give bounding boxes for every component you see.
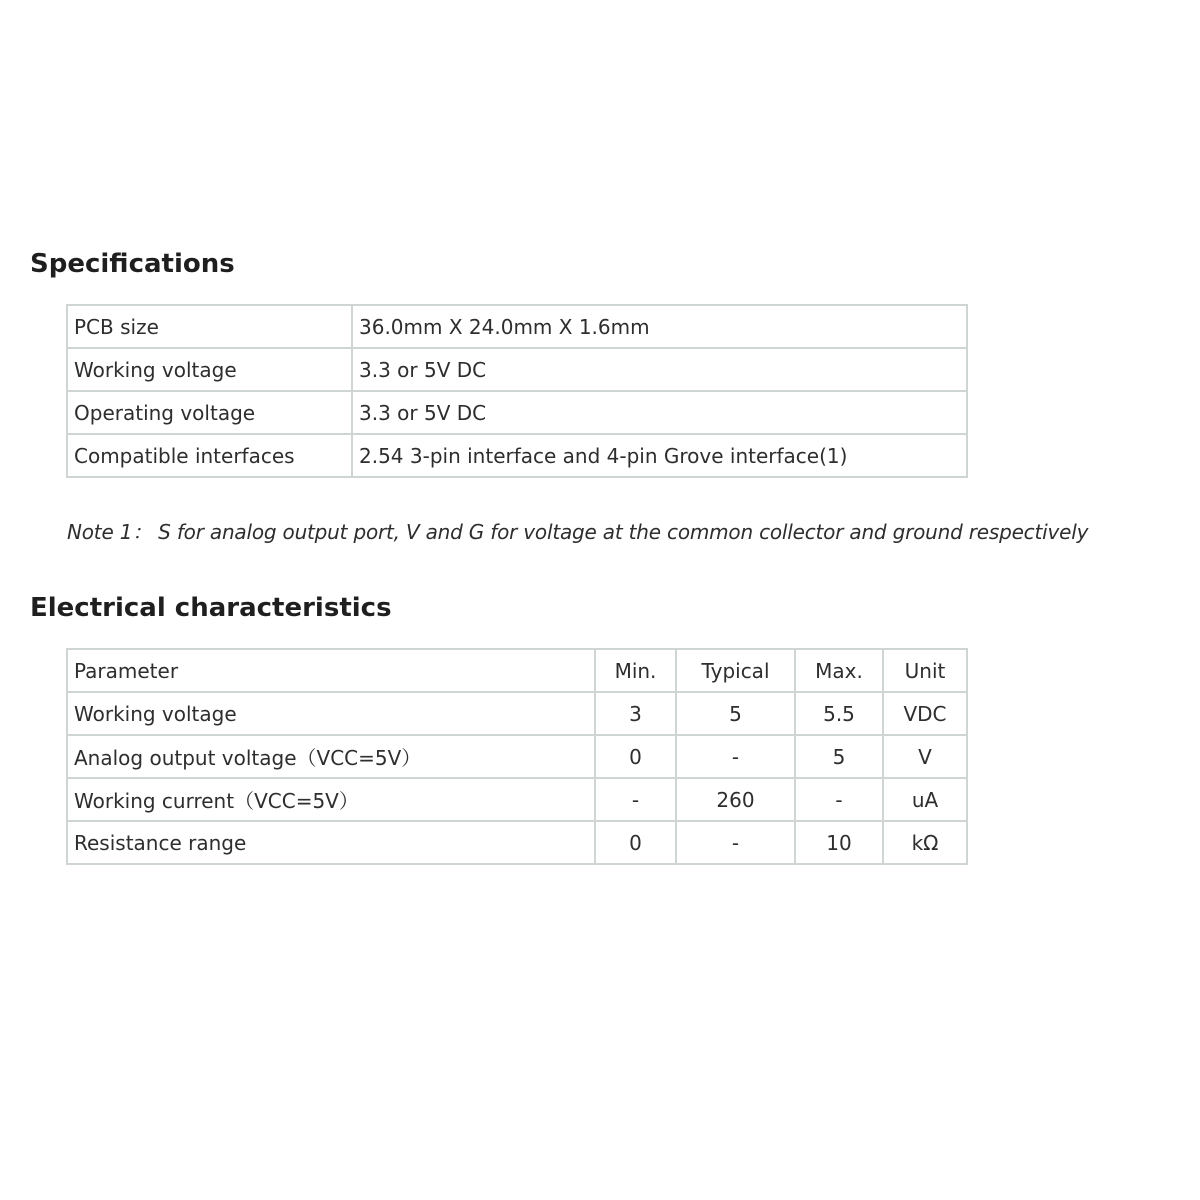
specifications-note: Note 1： S for analog output port, V and G for voltage at the common collector and ground respectively (67, 520, 1089, 544)
param-typical: 5 (676, 692, 795, 735)
spec-label-pcb-size: PCB size (67, 305, 352, 348)
param-unit: V (883, 735, 967, 778)
table-row (67, 391, 967, 434)
header-parameter: Parameter (67, 649, 595, 692)
param-name: Working voltage (67, 692, 595, 735)
param-name: Working current（VCC=5V） (67, 778, 595, 821)
table-row (67, 348, 967, 391)
param-min: 0 (595, 821, 676, 864)
param-typical: 260 (676, 778, 795, 821)
specifications-table (66, 304, 968, 478)
param-unit: uA (883, 778, 967, 821)
spec-value-working-voltage: 3.3 or 5V DC (352, 348, 967, 391)
spec-label-operating-voltage: Operating voltage (67, 391, 352, 434)
electrical-table (66, 648, 968, 865)
spec-label-compatible-interfaces: Compatible interfaces (67, 434, 352, 477)
table-row (67, 692, 967, 735)
param-min: - (595, 778, 676, 821)
param-name: Resistance range (67, 821, 595, 864)
spec-value-operating-voltage: 3.3 or 5V DC (352, 391, 967, 434)
param-max: 5 (795, 735, 883, 778)
param-min: 3 (595, 692, 676, 735)
table-row (67, 735, 967, 778)
spec-value-compatible-interfaces: 2.54 3-pin interface and 4-pin Grove interface(1) (352, 434, 967, 477)
param-unit: VDC (883, 692, 967, 735)
spec-value-pcb-size: 36.0mm X 24.0mm X 1.6mm (352, 305, 967, 348)
param-max: - (795, 778, 883, 821)
header-typical: Typical (676, 649, 795, 692)
electrical-heading: Electrical characteristics (30, 593, 392, 623)
header-min: Min. (595, 649, 676, 692)
header-unit: Unit (883, 649, 967, 692)
param-name: Analog output voltage（VCC=5V） (67, 735, 595, 778)
spec-label-working-voltage: Working voltage (67, 348, 352, 391)
param-typical: - (676, 821, 795, 864)
param-unit: kΩ (883, 821, 967, 864)
param-typical: - (676, 735, 795, 778)
table-row (67, 434, 967, 477)
header-max: Max. (795, 649, 883, 692)
table-header-row (67, 649, 967, 692)
param-max: 10 (795, 821, 883, 864)
specifications-heading: Specifications (30, 249, 235, 279)
table-row (67, 821, 967, 864)
table-row (67, 305, 967, 348)
param-max: 5.5 (795, 692, 883, 735)
table-row (67, 778, 967, 821)
param-min: 0 (595, 735, 676, 778)
